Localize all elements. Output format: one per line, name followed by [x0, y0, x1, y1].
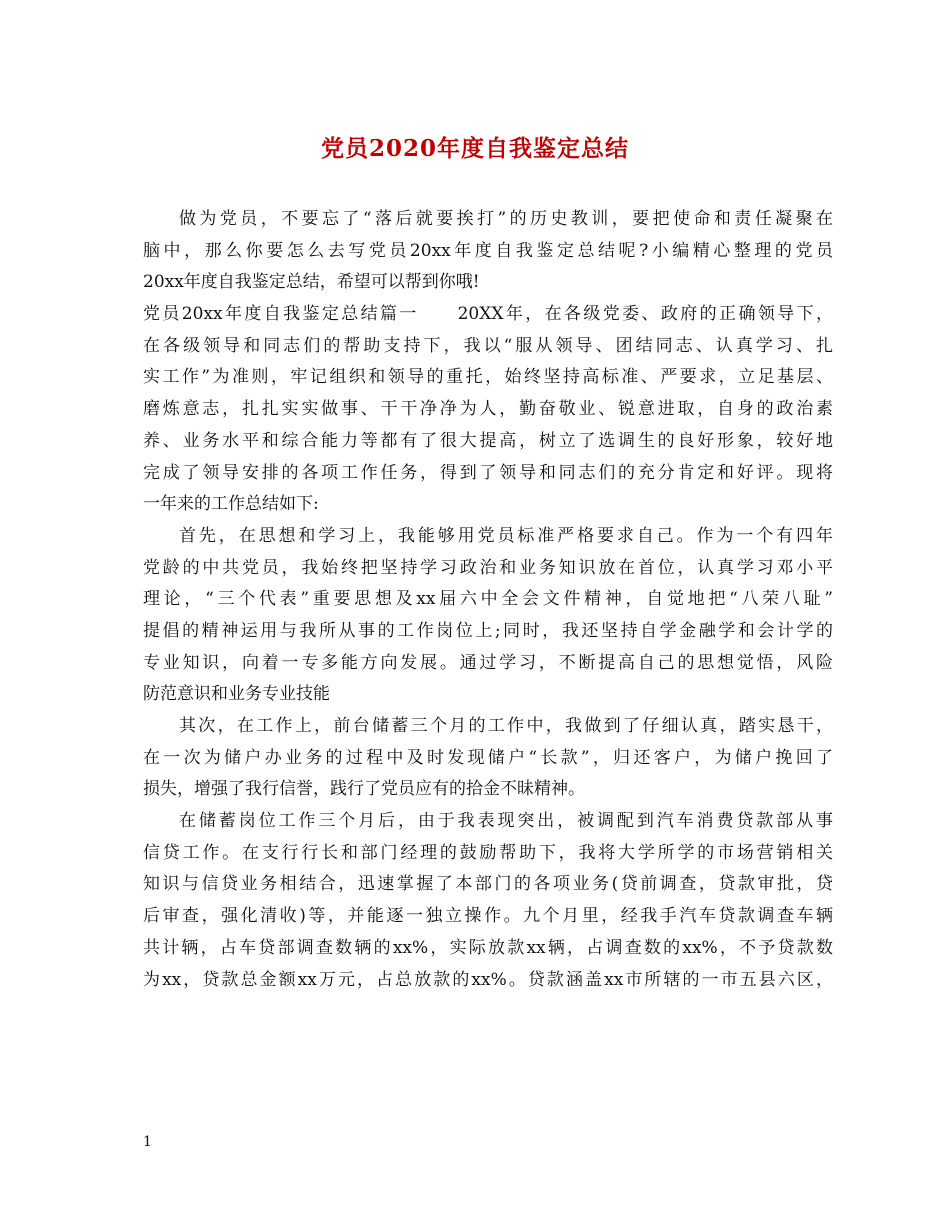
body-line: 为xx，贷款总金额xx万元，占总放款的xx%。贷款涵盖xx市所辖的一市五县六区，: [143, 969, 833, 990]
body-line: 理论，“三个代表”重要思想及xx届六中全会文件精神，自觉地把“八荣八耻”: [143, 589, 833, 610]
body-line: 知识与信贷业务相结合，迅速掌握了本部门的各项业务(贷前调查，贷款审批，贷: [143, 874, 833, 895]
body-line: 后审查，强化清收)等，并能逐一独立操作。九个月里，经我手汽车贷款调查车辆: [143, 906, 833, 927]
body-line: 专业知识，向着一专多能方向发展。通过学习，不断提高自己的思想觉悟，风险: [143, 652, 833, 673]
document-title: 党员2020年度自我鉴定总结: [320, 135, 629, 162]
body-line: 损失，增强了我行信誉，践行了党员应有的拾金不昧精神。: [143, 779, 585, 800]
body-line: 党员20xx年度自我鉴定总结篇一 20XX年，在各级党委、政府的正确领导下，: [143, 304, 833, 325]
body-line: 实工作”为准则，牢记组织和领导的重托，始终坚持高标准、严要求，立足基层、: [143, 367, 833, 388]
page-number: 1: [143, 1134, 152, 1150]
body-line: 党龄的中共党员，我始终把坚持学习政治和业务知识放在首位，认真学习邓小平: [143, 557, 833, 578]
body-line: 脑中，那么你要怎么去写党员20xx年度自我鉴定总结呢?小编精心整理的党员: [143, 240, 833, 261]
document-body: [143, 204, 833, 996]
body-line: 在一次为储户办业务的过程中及时发现储户“长款”，归还客户，为储户挽回了: [143, 747, 833, 768]
body-line: 一年来的工作总结如下:: [143, 494, 319, 515]
body-line: 20xx年度自我鉴定总结，希望可以帮到你哦!: [143, 272, 480, 293]
body-line: 提倡的精神运用与我所从事的工作岗位上;同时，我还坚持自学金融学和会计学的: [143, 620, 833, 641]
body-line: 磨炼意志，扎扎实实做事、干干净净为人，勤奋敬业、锐意进取，自身的政治素: [143, 399, 833, 420]
body-line: 其次，在工作上，前台储蓄三个月的工作中，我做到了仔细认真，踏实恳干，: [179, 716, 833, 736]
body-line: 防范意识和业务专业技能: [143, 684, 330, 705]
body-line: 做为党员，不要忘了“落后就要挨打”的历史教训，要把使命和责任凝聚在: [179, 209, 833, 229]
body-line: 在储蓄岗位工作三个月后，由于我表现突出，被调配到汽车消费贷款部从事: [179, 811, 833, 832]
body-line: 共计辆，占车贷部调查数辆的xx%，实际放款xx辆，占调查数的xx%，不予贷款数: [143, 937, 833, 958]
body-line: 养、业务水平和综合能力等都有了很大提高，树立了选调生的良好形象，较好地: [143, 430, 833, 451]
body-line: 在各级领导和同志们的帮助支持下，我以“服从领导、团结同志、认真学习、扎: [143, 335, 833, 356]
body-line: 首先，在思想和学习上，我能够用党员标准严格要求自己。作为一个有四年: [179, 525, 833, 546]
body-line: 完成了领导安排的各项工作任务，得到了领导和同志们的充分肯定和好评。现将: [143, 462, 833, 483]
body-line: 信贷工作。在支行行长和部门经理的鼓励帮助下，我将大学所学的市场营销相关: [143, 842, 833, 863]
